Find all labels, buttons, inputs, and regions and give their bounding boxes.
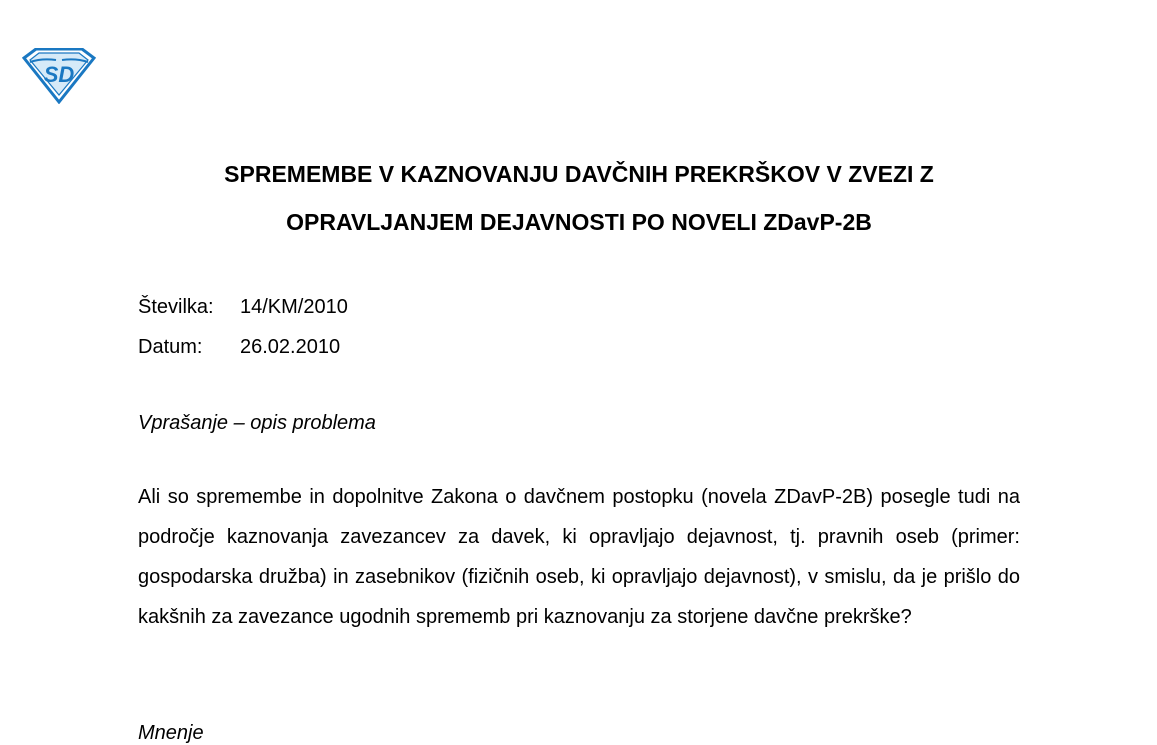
- title-line-1: SPREMEMBE V KAZNOVANJU DAVČNIH PREKRŠKOV V ZVEZI Z: [224, 161, 934, 187]
- meta-number-row: [138, 287, 348, 327]
- meta-date-row: [138, 327, 348, 367]
- company-logo: [22, 48, 96, 104]
- svg-text:SD: SD: [43, 62, 75, 87]
- sd-shield-icon: [22, 48, 96, 104]
- title-line-2: OPRAVLJANJEM DEJAVNOSTI PO NOVELI ZDavP-2B: [286, 209, 872, 235]
- number-label: Številka:: [138, 296, 214, 318]
- question-heading: Vprašanje – opis problema: [138, 412, 376, 434]
- document-meta: [138, 287, 348, 367]
- opinion-heading: Mnenje: [138, 722, 204, 744]
- number-value: 14/KM/2010: [240, 296, 348, 318]
- question-paragraph: Ali so spremembe in dopolnitve Zakona o davčnem postopku (novela ZDavP-2B) posegle tudi na področje kaznovanja zavezancev za davek, ki opravljajo dejavnost, tj. pravnih oseb (primer: gospodarska družba) in zasebnikov (fizičnih oseb, ki opravljajo dejavnost), v smislu, da je prišlo do kakšnih za zavezance ugodnih sprememb pri kaznovanju za storjene davčne prekrške?: [138, 486, 1020, 628]
- document-title: [138, 150, 1020, 246]
- date-label: Datum:: [138, 336, 203, 358]
- date-value: 26.02.2010: [240, 336, 341, 358]
